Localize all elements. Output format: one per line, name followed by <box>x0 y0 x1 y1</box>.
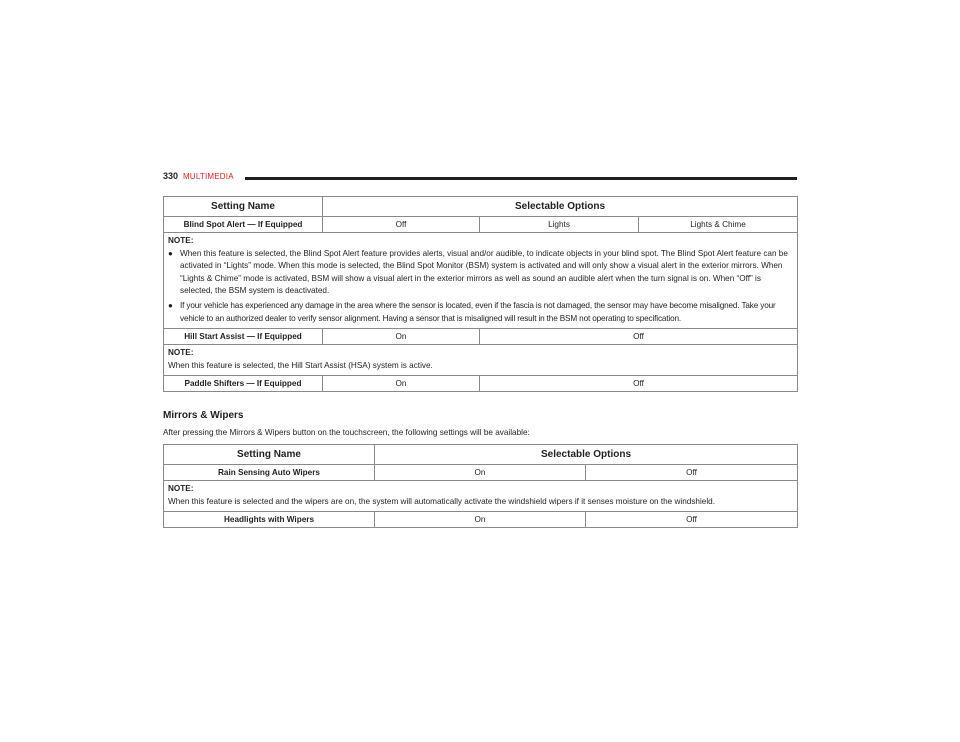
option-lights: Lights <box>480 217 639 233</box>
bullet-icon: ● <box>168 248 173 258</box>
note-hill-start <box>164 345 798 376</box>
mirrors-wipers-intro: After pressing the Mirrors & Wipers button on the touchscreen, the following settings will be available: <box>163 428 530 437</box>
column-header-setting-name: Setting Name <box>164 197 323 217</box>
settings-table-2 <box>163 444 798 528</box>
table-row-hill-start <box>164 329 798 345</box>
section-title: MULTIMEDIA <box>183 172 234 181</box>
setting-name-rain-sensing: Rain Sensing Auto Wipers <box>164 465 375 481</box>
note-label: NOTE: <box>168 348 194 358</box>
column-header-selectable-options: Selectable Options <box>375 445 798 465</box>
note-rain-sensing <box>164 481 798 512</box>
option-off: Off <box>480 376 798 392</box>
option-off: Off <box>586 465 798 481</box>
bullet-icon: ● <box>168 300 173 310</box>
option-on: On <box>375 465 586 481</box>
header-rule <box>245 177 797 180</box>
table-row-rain-sensing <box>164 465 798 481</box>
table-header-row <box>164 445 798 465</box>
option-off: Off <box>586 512 798 528</box>
note-bullet-2 <box>168 300 793 325</box>
note-label: NOTE: <box>168 484 194 493</box>
option-on: On <box>323 329 480 345</box>
option-on: On <box>323 376 480 392</box>
page-header <box>163 171 797 185</box>
table-row-paddle-shifters <box>164 376 798 392</box>
table-header-row <box>164 197 798 217</box>
note-text: When this feature is selected and the wipers are on, the system will automatically activate the windshield wipers if it senses moisture on the windshield. <box>168 496 716 506</box>
note-text: When this feature is selected, the Hill Start Assist (HSA) system is active. <box>168 360 433 370</box>
setting-name-headlights-wipers: Headlights with Wipers <box>164 512 375 528</box>
note-bullet-text: If your vehicle has experienced any damage in the area where the sensor is located, even if the fascia is not damaged, the sensor may have become misaligned. Take your vehicle to an authorized dealer to verify sensor alignment. Having a sensor that is misaligned will result in the BSM not operating to specification. <box>180 300 776 323</box>
table-row-headlights-wipers <box>164 512 798 528</box>
setting-name-paddle-shifters: Paddle Shifters — If Equipped <box>164 376 323 392</box>
note-blind-spot <box>164 233 798 329</box>
option-off: Off <box>323 217 480 233</box>
section-heading-mirrors-wipers: Mirrors & Wipers <box>163 410 244 421</box>
option-lights-chime: Lights & Chime <box>639 217 798 233</box>
table-row-hill-start-note <box>164 345 798 376</box>
option-off: Off <box>480 329 798 345</box>
table-row-blind-spot-note <box>164 233 798 329</box>
page-number: 330 <box>163 171 179 181</box>
setting-name-blind-spot: Blind Spot Alert — If Equipped <box>164 217 323 233</box>
note-label: NOTE: <box>168 236 194 245</box>
column-header-selectable-options: Selectable Options <box>323 197 798 217</box>
note-bullet-text: When this feature is selected, the Blind Spot Alert feature provides alerts, visual and/or audible, to indicate objects in your blind spot. The Blind Spot Alert feature can be activated in “Lights” mode. When this mode is selected, the Blind Spot Monitor (BSM) system is activated and will only show a visual alert in the exterior mirrors. When “Lights & Chime” mode is activated, BSM will show a visual alert in the exterior mirrors as well as sound an audible alert when the turn signal is on. When “Off” is selected, the BSM system is deactivated. <box>180 248 788 296</box>
table-row-rain-sensing-note <box>164 481 798 512</box>
table-row-blind-spot <box>164 217 798 233</box>
note-bullet-1 <box>168 248 793 298</box>
option-on: On <box>375 512 586 528</box>
settings-table-1 <box>163 196 798 392</box>
setting-name-hill-start: Hill Start Assist — If Equipped <box>164 329 323 345</box>
column-header-setting-name: Setting Name <box>164 445 375 465</box>
